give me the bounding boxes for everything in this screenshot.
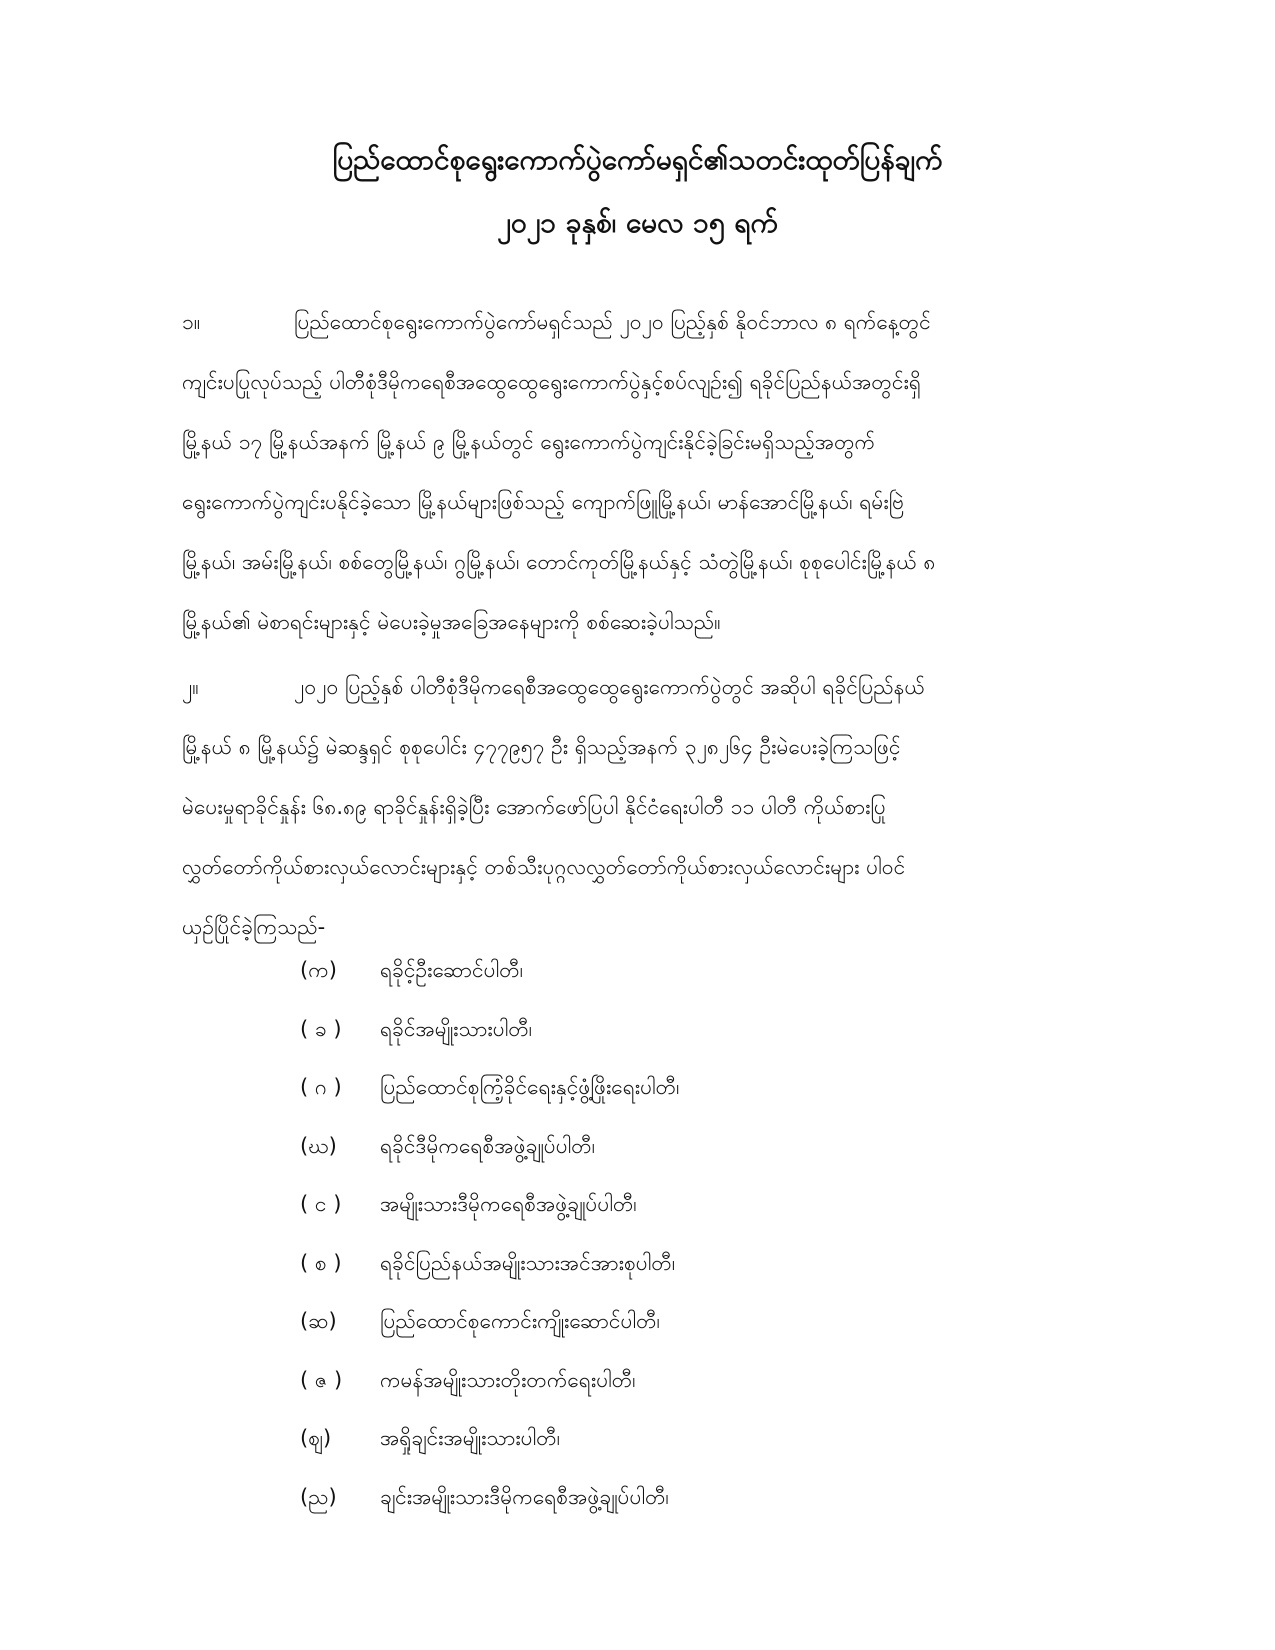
paragraph-number: ၂။ <box>182 675 199 699</box>
paragraph-line: မြို့နယ်၊ အမ်းမြို့နယ်၊ စစ်တွေမြို့နယ်၊ ဂွမြို့နယ်၊ တောင်ကုတ်မြို့နယ်နှင့် သံတွဲမြို့နယ်၊ စုစုပေါင်းမြို့နယ် ၈ <box>182 550 936 574</box>
party-name: ပြည်ထောင်စုကောင်းကျိုးဆောင်ပါတီ၊ <box>380 1309 660 1333</box>
list-marker: ( ခ ) <box>300 1016 342 1041</box>
list-marker: (ဈ) <box>300 1426 332 1450</box>
list-item <box>300 1009 1100 1068</box>
document-date: ၂၀၂၁ ခုနှစ်၊ မေလ ၁၅ ရက် <box>497 206 778 239</box>
paragraph-line: လွှတ်တော်ကိုယ်စားလှယ်လောင်းများနှင့် တစ်သီးပုဂ္ဂလလွှတ်တော်ကိုယ်စားလှယ်လောင်းများ ပါဝင် <box>182 855 906 879</box>
list-marker: ( င ) <box>300 1192 342 1216</box>
party-name: ကမန်အမျိုးသားတိုးတက်ရေးပါတီ၊ <box>380 1367 636 1392</box>
paragraph-line: ရွေးကောက်ပွဲကျင်းပနိုင်ခဲ့သော မြို့နယ်များဖြစ်သည့် ကျောက်ဖြူမြို့နယ်၊ မာန်အောင်မြို့နယ်၊ ရမ်းဗြဲ <box>182 490 905 514</box>
paragraph-number: ၁။ <box>182 310 201 334</box>
list-item <box>300 1184 1100 1243</box>
party-name: ရခိုင်အမျိုးသားပါတီ၊ <box>380 1016 533 1041</box>
list-item <box>300 1360 1100 1419</box>
list-marker: ( ဂ ) <box>300 1075 342 1099</box>
paragraph-line: မြို့နယ်၏ မဲစာရင်းများနှင့် မဲပေးခဲ့မှုအခြေအနေများကို စစ်ဆေးခဲ့ပါသည်။ <box>182 610 721 634</box>
party-list <box>300 950 1100 1535</box>
list-item <box>300 1477 1100 1536</box>
party-name: ရခိုင်ဒီမိုကရေစီအဖွဲ့ချုပ်ပါတီ၊ <box>380 1133 596 1158</box>
party-name: ရခိုင်ပြည်နယ်အမျိုးသားအင်အားစုပါတီ၊ <box>380 1250 676 1275</box>
list-marker: (က) <box>300 958 337 982</box>
list-item <box>300 950 1100 1009</box>
document-title: ပြည်ထောင်စုရွေးကောက်ပွဲကော်မရှင်၏သတင်းထုတ်ပြန်ချက် <box>332 143 943 176</box>
paragraph-line: ၁။ ပြည်ထောင်စုရွေးကောက်ပွဲကော်မရှင်သည် ၂၀၂၀ ပြည့်နှစ် နိုဝင်ဘာလ ၈ ရက်နေ့တွင် <box>182 292 1152 352</box>
list-item <box>300 1418 1100 1477</box>
party-name: ပြည်ထောင်စုကြံ့ခိုင်ရေးနှင့်ဖွံ့ဖြိုးရေးပါတီ၊ <box>380 1075 680 1099</box>
list-marker: ( ဇ ) <box>300 1367 343 1392</box>
paragraph-line: ယှဉ်ပြိုင်ခဲ့ကြသည်- <box>182 915 326 939</box>
party-name: အရှိုချင်းအမျိုးသားပါတီ၊ <box>380 1426 561 1450</box>
paragraph-line: ၂။ ၂၀၂၀ ပြည့်နှစ် ပါတီစုံဒီမိုကရေစီအထွေထွေရွေးကောက်ပွဲတွင် အဆိုပါ ရခိုင်ပြည်နယ် <box>182 657 1152 717</box>
paragraph-line: မြို့နယ် ၁၇ မြို့နယ်အနက် မြို့နယ် ၉ မြို့နယ်တွင် ရွေးကောက်ပွဲကျင်းနိုင်ခဲ့ခြင်းမရှိသည့်အတွက် <box>182 430 876 454</box>
list-item <box>300 1243 1100 1302</box>
list-marker: (ဃ) <box>300 1133 337 1158</box>
party-name: ရခိုင့်ဦးဆောင်ပါတီ၊ <box>380 958 524 982</box>
party-name: ချင်းအမျိုးသားဒီမိုကရေစီအဖွဲ့ချုပ်ပါတီ၊ <box>380 1484 669 1509</box>
paragraph-line: ကျင်းပပြုလုပ်သည့် ပါတီစုံဒီမိုကရေစီအထွေထွေရွေးကောက်ပွဲနှင့်စပ်လျဉ်း၍ ရခိုင်ပြည်နယ်အတွင်းရှိ <box>182 370 921 394</box>
list-item <box>300 1126 1100 1185</box>
list-item <box>300 1067 1100 1126</box>
list-marker: (ည) <box>300 1484 337 1509</box>
paragraph-line: မဲပေးမှုရာခိုင်နှုန်း ၆၈.၈၉ ရာခိုင်နှုန်းရှိခဲ့ပြီး အောက်ဖော်ပြပါ နိုင်ငံရေးပါတီ ၁၁ ပါတီ ကိုယ်စားပြု <box>182 795 886 819</box>
party-name: အမျိုးသားဒီမိုကရေစီအဖွဲ့ချုပ်ပါတီ၊ <box>380 1192 637 1216</box>
paragraph-line: မြို့နယ် ၈ မြို့နယ်၌ မဲဆန္ဒရှင် စုစုပေါင်း ၄၇၇၉၅၇ ဦး ရှိသည့်အနက် ၃၂၈၂၆၄ ဦးမဲပေးခဲ့ကြသဖြင့် <box>182 735 901 759</box>
paragraph-2 <box>182 657 1152 957</box>
list-marker: ( စ ) <box>300 1250 342 1275</box>
paragraph-1 <box>182 292 1152 652</box>
list-marker: (ဆ) <box>300 1309 337 1333</box>
list-item <box>300 1301 1100 1360</box>
